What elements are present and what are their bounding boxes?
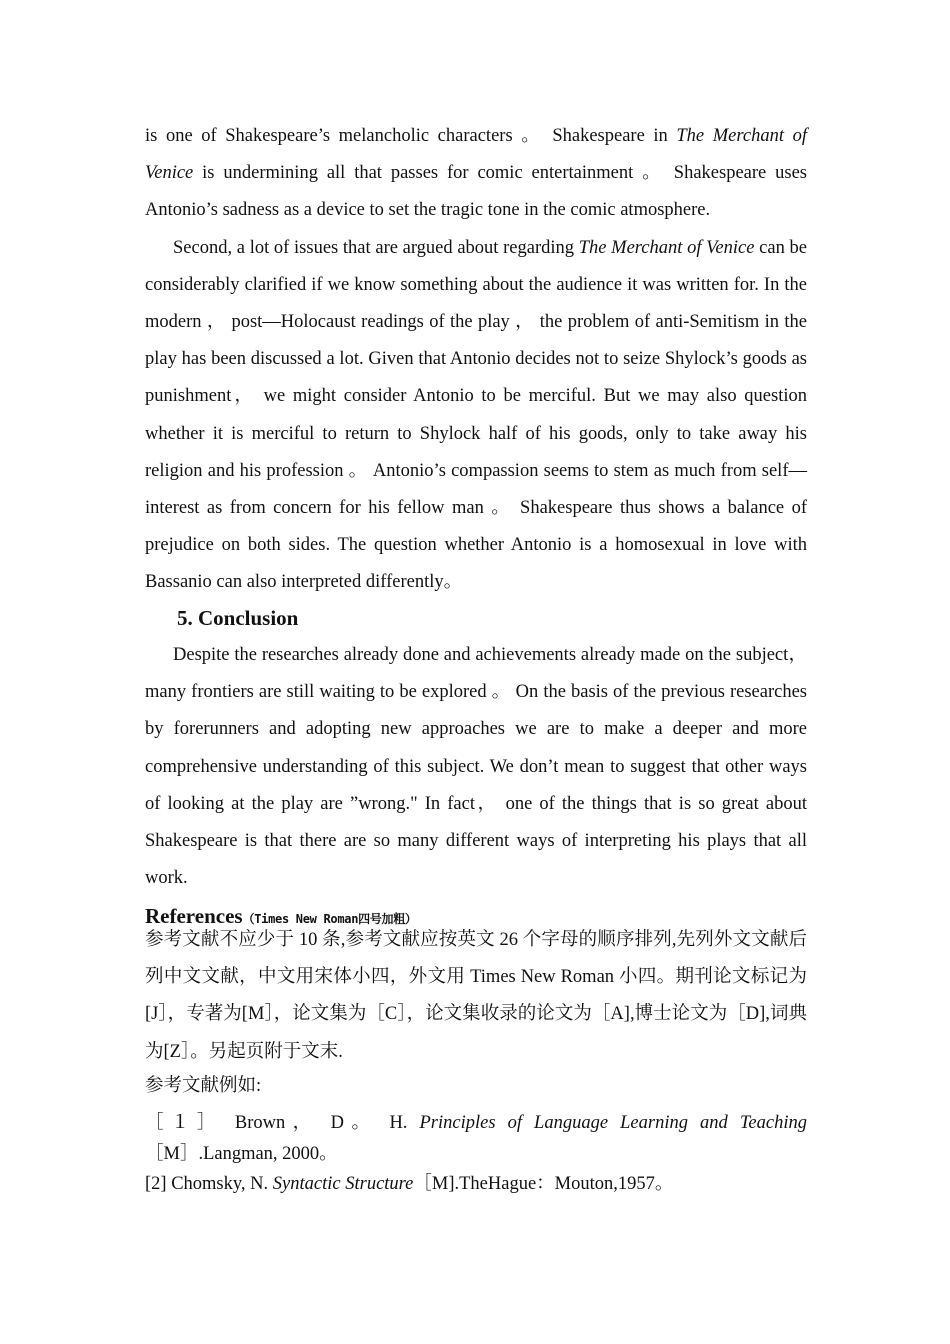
references-instructions: 参考文献不应少于 10 条,参考文献应按英文 26 个字母的顺序排列,先列外文文献后列中文文献，中文用宋体小四，外文用 Times New Roman 小四。期刊论文标记为[J］，专著为[M］，论文集为［C］，论文集收录的论文为［A],博士论文为［D],词典为[Z］。另起页附于文末. [145,930,807,1062]
references-format-note: （Times New Roman四号加粗） [242,912,417,926]
paragraph-audience: Second, a lot of issues that are argued about regarding The Merchant of Venice can be considerably clarified if we know something about the audience it was written for. In the modern ， post—Holocaust readings of the play ， the problem of anti-Semitism in the play has been discussed a lot. Given that Antonio decides not to seize Shylock’s goods as punishment， we might consider Antonio to be merciful. But we may also question whether it is merciful to return to Shylock half of his goods, only to take away his religion and his profession 。 Antonio’s compassion seems to stem as much from self—interest as from concern for his fellow man 。 Shakespeare thus shows a balance of prejudice on both sides. The question whether Antonio is a homosexual in love with Bassanio can also interpreted differently。 [145,237,807,593]
paragraph-antonio-melancholy: is one of Shakespeare’s melancholic characters 。 Shakespeare in The Merchant of Venice is undermining all that passes for comic entertainment 。 Shakespeare uses Antonio’s sadness as a device to set the tragic tone in the comic atmosphere. [145,126,807,221]
reference-title: Principles of Language Learning and Teaching [419,1113,807,1133]
references-example-label: 参考文献例如: [145,1076,262,1096]
section-heading-conclusion: 5. Conclusion [177,606,299,630]
reference-item: [2] Chomsky, N. Syntactic Structure［M].TheHague：Mouton,1957。 [145,1174,674,1194]
body-text-block [145,118,807,602]
reference-item: ［１］ Brown， D。 H. Principles of Language Learning and Teaching［M］.Langman, 2000。 [145,1113,807,1164]
play-title: The Merchant of Venice [578,237,755,258]
paragraph-conclusion: Despite the researches already done and achievements already made on the subject， many frontiers are still waiting to be explored 。 On the basis of the previous researches by forerunners and adopting new approaches we are to make a deeper and more comprehensive understanding of this subject. We don’t mean to suggest that other ways of looking at the play are ”wrong." In fact， one of the things that is so great about Shakespeare is that there are so many different ways of interpreting his plays that all work. [145,645,807,889]
reference-title: Syntactic Structure [272,1174,414,1194]
conclusion-block [145,637,807,897]
references-title: References [145,904,243,928]
play-title: The Merchant of Venice [145,126,807,184]
